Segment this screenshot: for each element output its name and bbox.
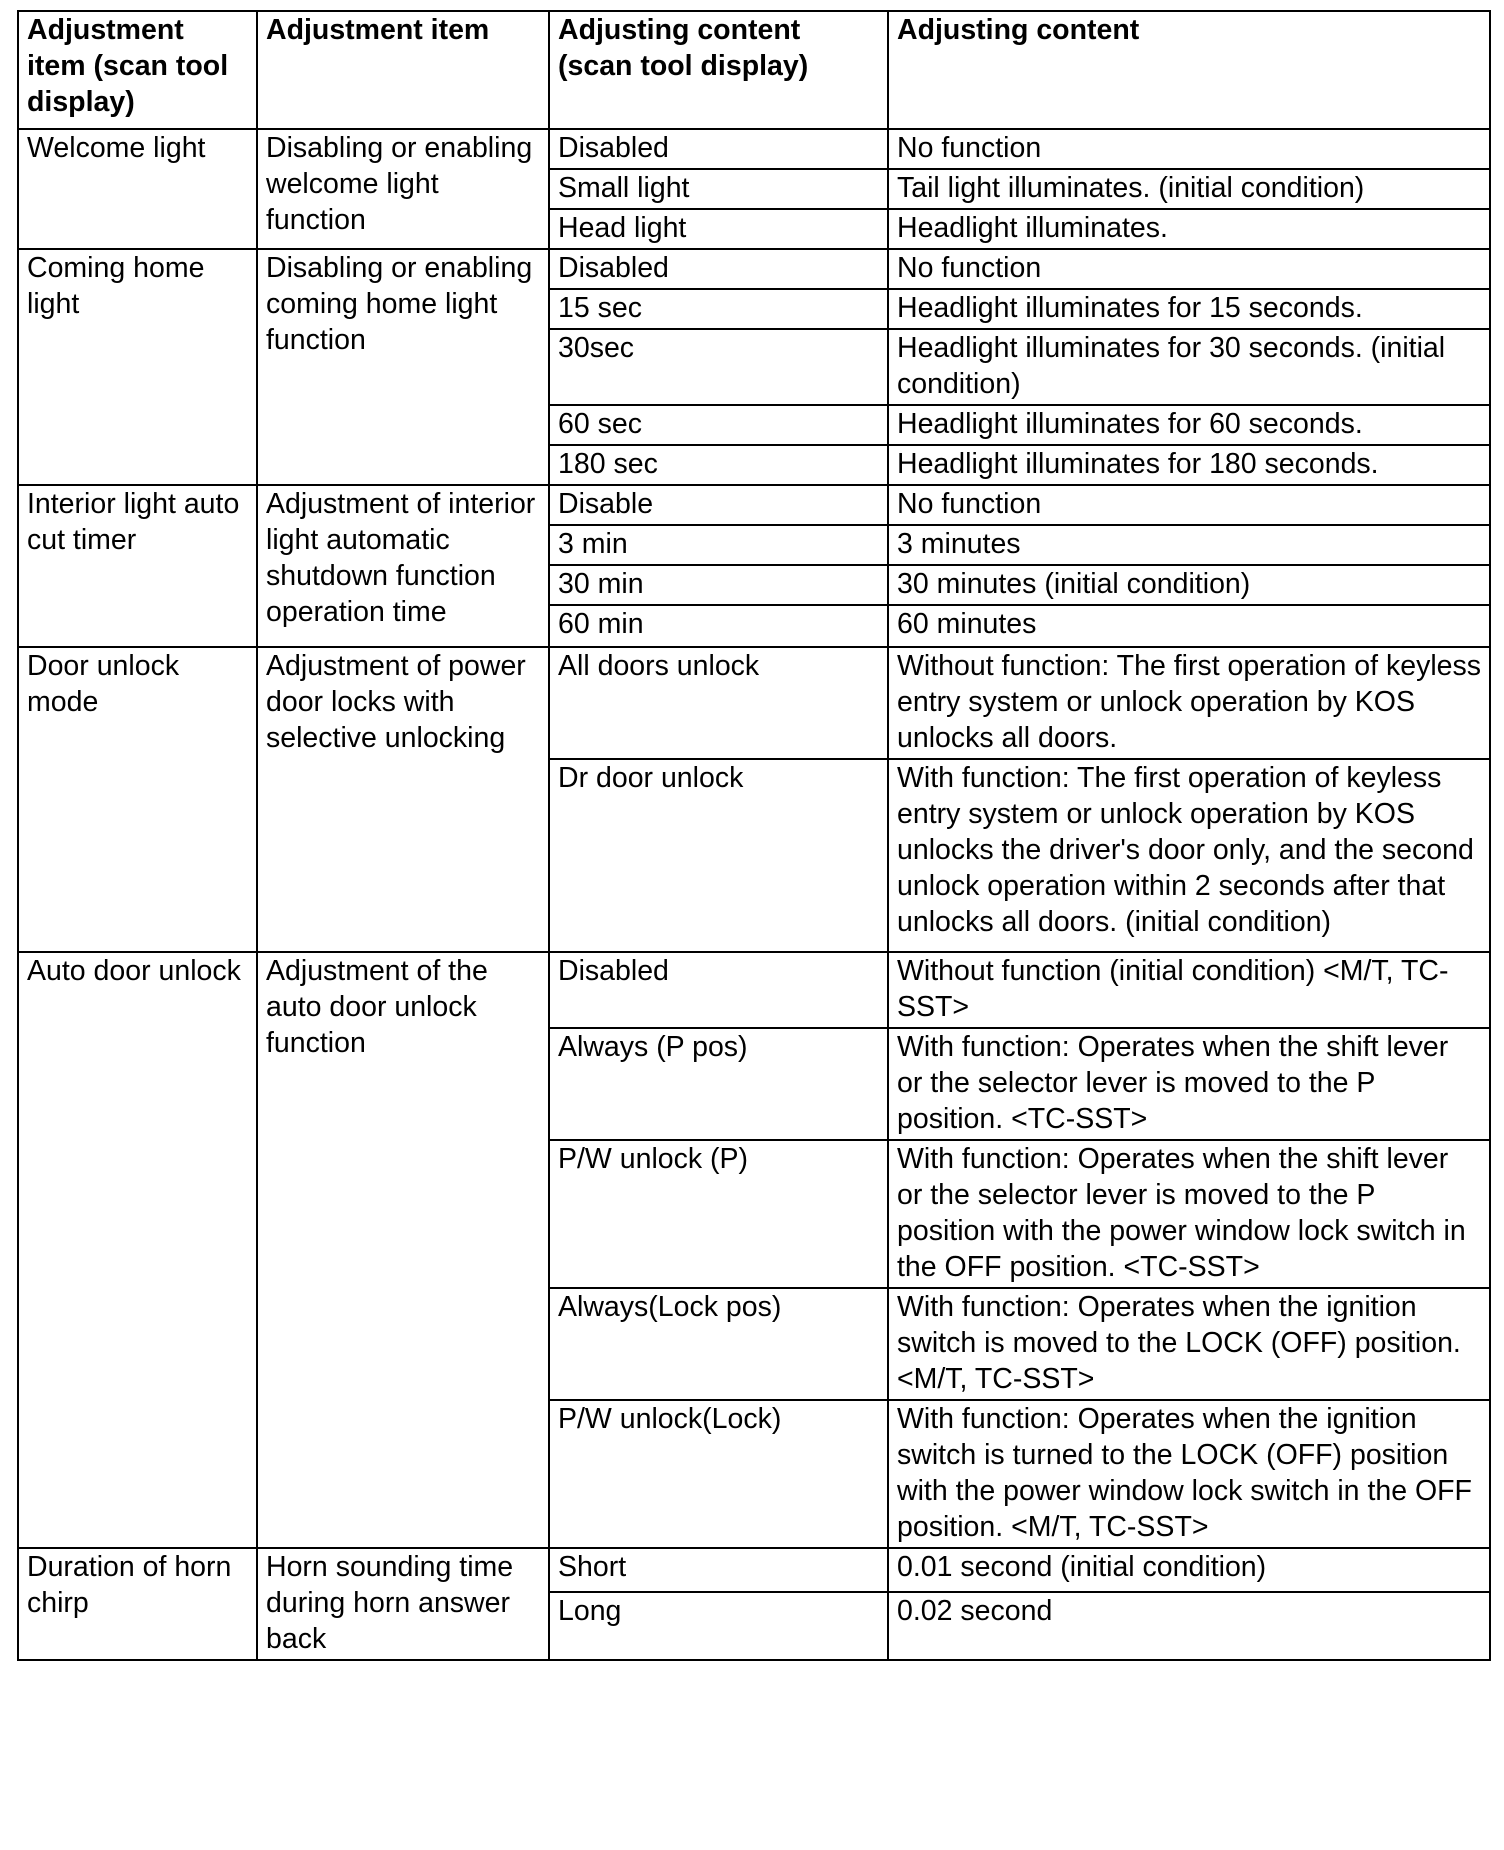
- cell-item: Disabling or enabling welcome light function: [257, 129, 549, 249]
- cell-content-scan: 60 sec: [549, 405, 888, 445]
- cell-content-scan: Always(Lock pos): [549, 1288, 888, 1400]
- cell-content-scan: P/W unlock (P): [549, 1140, 888, 1288]
- cell-content-scan: P/W unlock(Lock): [549, 1400, 888, 1548]
- cell-content-scan: Short: [549, 1548, 888, 1592]
- cell-content: With function: The first operation of keyless entry system or unlock operation by KOS unlocks the driver's door only, and the second unlock operation within 2 seconds after that unlocks all doors. (initial condition): [888, 759, 1490, 952]
- cell-item-scan: Duration of horn chirp: [18, 1548, 257, 1660]
- table-body: [18, 129, 1490, 1660]
- cell-item-scan: Auto door unlock: [18, 952, 257, 1548]
- cell-content: No function: [888, 485, 1490, 525]
- cell-content-scan: All doors unlock: [549, 647, 888, 759]
- cell-content: Headlight illuminates for 60 seconds.: [888, 405, 1490, 445]
- cell-item: Adjustment of interior light automatic shutdown function operation time: [257, 485, 549, 647]
- cell-content: Headlight illuminates for 180 seconds.: [888, 445, 1490, 485]
- header-item-scan: Adjustment item (scan tool display): [18, 11, 257, 129]
- cell-content: No function: [888, 249, 1490, 289]
- cell-content-scan: 30sec: [549, 329, 888, 405]
- cell-content: With function: Operates when the shift lever or the selector lever is moved to the P position. <TC-SST>: [888, 1028, 1490, 1140]
- cell-content-scan: Disabled: [549, 249, 888, 289]
- header-content-scan: Adjusting content (scan tool display): [549, 11, 888, 129]
- cell-content: With function: Operates when the ignition switch is moved to the LOCK (OFF) position. <M/T, TC-SST>: [888, 1288, 1490, 1400]
- cell-content: 60 minutes: [888, 605, 1490, 647]
- header-item: Adjustment item: [257, 11, 549, 129]
- cell-content: Without function: The first operation of keyless entry system or unlock operation by KOS unlocks all doors.: [888, 647, 1490, 759]
- cell-content: 30 minutes (initial condition): [888, 565, 1490, 605]
- cell-content-scan: Disabled: [549, 129, 888, 169]
- table-row: [18, 249, 1490, 289]
- cell-content: No function: [888, 129, 1490, 169]
- cell-item-scan: Interior light auto cut timer: [18, 485, 257, 647]
- header-row: [18, 11, 1490, 129]
- cell-item-scan: Coming home light: [18, 249, 257, 485]
- cell-content: 0.02 second: [888, 1592, 1490, 1660]
- cell-content-scan: Disable: [549, 485, 888, 525]
- cell-content: With function: Operates when the shift lever or the selector lever is moved to the P position with the power window lock switch in the OFF position. <TC-SST>: [888, 1140, 1490, 1288]
- cell-content: Headlight illuminates for 30 seconds. (initial condition): [888, 329, 1490, 405]
- cell-content-scan: Head light: [549, 209, 888, 249]
- cell-item: Horn sounding time during horn answer back: [257, 1548, 549, 1660]
- cell-content-scan: Small light: [549, 169, 888, 209]
- cell-content: With function: Operates when the ignition switch is turned to the LOCK (OFF) position with the power window lock switch in the OFF position. <M/T, TC-SST>: [888, 1400, 1490, 1548]
- cell-item: Adjustment of the auto door unlock function: [257, 952, 549, 1548]
- table-row: [18, 485, 1490, 525]
- table-row: [18, 129, 1490, 169]
- cell-content-scan: Always (P pos): [549, 1028, 888, 1140]
- cell-content: 0.01 second (initial condition): [888, 1548, 1490, 1592]
- cell-content-scan: 60 min: [549, 605, 888, 647]
- cell-content-scan: Long: [549, 1592, 888, 1660]
- header-content: Adjusting content: [888, 11, 1490, 129]
- table-row: [18, 952, 1490, 1028]
- cell-item-scan: Welcome light: [18, 129, 257, 249]
- cell-content-scan: 3 min: [549, 525, 888, 565]
- table-row: [18, 1548, 1490, 1592]
- cell-content: 3 minutes: [888, 525, 1490, 565]
- cell-content-scan: Disabled: [549, 952, 888, 1028]
- cell-content-scan: 180 sec: [549, 445, 888, 485]
- cell-content: Headlight illuminates for 15 seconds.: [888, 289, 1490, 329]
- table-row: [18, 647, 1490, 759]
- cell-item: Adjustment of power door locks with selective unlocking: [257, 647, 549, 952]
- cell-content: Headlight illuminates.: [888, 209, 1490, 249]
- cell-content: Without function (initial condition) <M/T, TC-SST>: [888, 952, 1490, 1028]
- adjustment-table: [17, 10, 1491, 1661]
- cell-item-scan: Door unlock mode: [18, 647, 257, 952]
- cell-content-scan: 30 min: [549, 565, 888, 605]
- cell-content-scan: 15 sec: [549, 289, 888, 329]
- cell-item: Disabling or enabling coming home light function: [257, 249, 549, 485]
- cell-content-scan: Dr door unlock: [549, 759, 888, 952]
- cell-content: Tail light illuminates. (initial condition): [888, 169, 1490, 209]
